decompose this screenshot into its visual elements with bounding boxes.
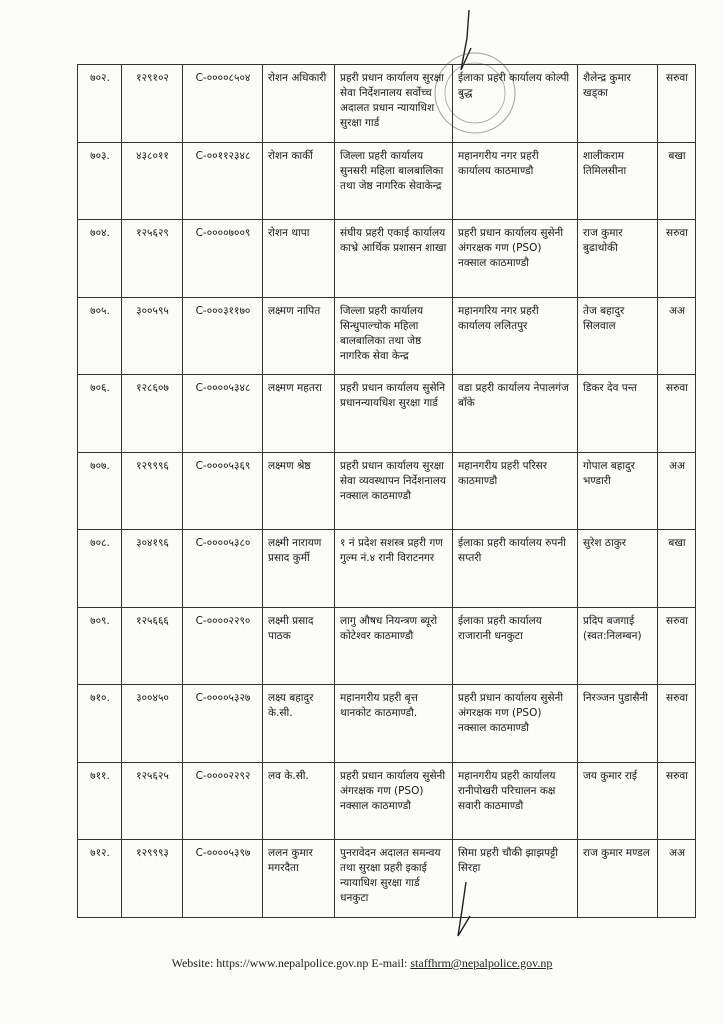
current-office-cell: महानगरीय प्रहरी बृत्त थानकोट काठमाण्डौ.: [335, 685, 453, 763]
table-row: [78, 530, 696, 608]
new-office-cell: महानगरिय नगर प्रहरी कार्यालय ललितपुर: [453, 297, 578, 375]
name-cell: रोशन अधिकारी: [263, 65, 335, 143]
employee-id-cell: ३००५९५: [122, 297, 183, 375]
current-office-cell: १ नं प्रदेश सशस्त्र प्रहरी गण गुल्म नं.४ रानी विराटनगर: [335, 530, 453, 608]
code-cell: C-००००५३२७: [183, 685, 263, 763]
current-office-cell: प्रहरी प्रधान कार्यालय सुरक्षा सेवा व्यवस्थापन निर्देशनालय नक्साल काठमाण्डौ: [335, 452, 453, 530]
status-cell: सरुवा: [658, 762, 696, 840]
serial-number-cell: ७१०.: [78, 685, 122, 763]
supervisor-cell: शैलेन्द्र कुमार खड्का: [578, 65, 658, 143]
serial-number-cell: ७०४.: [78, 220, 122, 298]
table-row: [78, 840, 696, 918]
employee-id-cell: १२८६०७: [122, 375, 183, 453]
new-office-cell: महानगरीय नगर प्रहरी कार्यालय काठमाण्डौ: [453, 142, 578, 220]
code-cell: C-००००५३८०: [183, 530, 263, 608]
status-cell: सरुवा: [658, 375, 696, 453]
new-office-cell: प्रहरी प्रधान कार्यालय सुसेनी अंगरक्षक गण (PSO) नक्साल काठमाण्डौ: [453, 220, 578, 298]
current-office-cell: लागु औषध नियन्त्रण ब्यूरो कोटेश्वर काठमाण्डौ: [335, 607, 453, 685]
serial-number-cell: ७०५.: [78, 297, 122, 375]
name-cell: लक्ष्मण नापित: [263, 297, 335, 375]
new-office-cell: ईलाका प्रहरी कार्यालय राजारानी धनकुटा: [453, 607, 578, 685]
code-cell: C-००००५३४८: [183, 375, 263, 453]
name-cell: लक्ष्मण श्रेष्ठ: [263, 452, 335, 530]
name-cell: लक्ष्मी नारायण प्रसाद कुर्मी: [263, 530, 335, 608]
current-office-cell: जिल्ला प्रहरी कार्यालय सिन्धुपाल्चोक महिला बालबालिका तथा जेष्ठ नागरिक सेवा केन्द्र: [335, 297, 453, 375]
code-cell: C-००००२२९०: [183, 607, 263, 685]
table-row: [78, 220, 696, 298]
new-office-cell: महानगरीय प्रहरी कार्यालय रानीपोखरी परिचालन कक्ष सवारी काठमाण्डौ: [453, 762, 578, 840]
name-cell: लक्ष्य बहादुर के.सी.: [263, 685, 335, 763]
new-office-cell: महानगरीय प्रहरी परिसर काठमाण्डौ: [453, 452, 578, 530]
status-cell: अअ: [658, 297, 696, 375]
supervisor-cell: राज कुमार बुढाथोकी: [578, 220, 658, 298]
status-cell: बखा: [658, 530, 696, 608]
employee-id-cell: १२९९९३: [122, 840, 183, 918]
footer: [0, 956, 724, 971]
table-row: [78, 762, 696, 840]
signature-mark-bottom: [452, 880, 476, 940]
table-row: [78, 65, 696, 143]
supervisor-cell: सुरेश ठाकुर: [578, 530, 658, 608]
new-office-cell: प्रहरी प्रधान कार्यालय सुसेनी अंगरक्षक गण (PSO) नक्साल काठमाण्डौ: [453, 685, 578, 763]
supervisor-cell: निरञ्जन पुडासैनी: [578, 685, 658, 763]
supervisor-cell: शालीकराम तिमिलसीना: [578, 142, 658, 220]
footer-website: Website: https://www.nepalpolice.gov.np E-mail:: [171, 956, 411, 970]
current-office-cell: प्रहरी प्रधान कार्यालय सुरक्षा सेवा निर्देशनालय सर्वोच्च अदालत प्रधान न्यायाधिश सुरक्षा गार्ड: [335, 65, 453, 143]
name-cell: ललन कुमार मगरदैता: [263, 840, 335, 918]
serial-number-cell: ७०६.: [78, 375, 122, 453]
table-row: [78, 297, 696, 375]
serial-number-cell: ७०८.: [78, 530, 122, 608]
employee-id-cell: ४३८०११: [122, 142, 183, 220]
employee-id-cell: १२९९९६: [122, 452, 183, 530]
supervisor-cell: राज कुमार मण्डल: [578, 840, 658, 918]
code-cell: C-००००८५०४: [183, 65, 263, 143]
name-cell: लव के.सी.: [263, 762, 335, 840]
current-office-cell: पुनरावेदन अदालत समन्वय तथा सुरक्षा प्रहरी इकाई न्यायाधिश सुरक्षा गार्ड धनकुटा: [335, 840, 453, 918]
employee-id-cell: १२९१०२: [122, 65, 183, 143]
serial-number-cell: ७०२.: [78, 65, 122, 143]
supervisor-cell: गोपाल बहादुर भण्डारी: [578, 452, 658, 530]
employee-id-cell: १२५६६६: [122, 607, 183, 685]
status-cell: अअ: [658, 452, 696, 530]
code-cell: C-००००५३९७: [183, 840, 263, 918]
serial-number-cell: ७०७.: [78, 452, 122, 530]
employee-id-cell: १२५६२९: [122, 220, 183, 298]
code-cell: C-००००७००९: [183, 220, 263, 298]
table-row: [78, 685, 696, 763]
serial-number-cell: ७१२.: [78, 840, 122, 918]
personnel-table: [77, 64, 696, 918]
code-cell: C-०००३११७०: [183, 297, 263, 375]
supervisor-cell: डिकर देव पन्त: [578, 375, 658, 453]
name-cell: रोशन कार्की: [263, 142, 335, 220]
name-cell: रोशन थापा: [263, 220, 335, 298]
code-cell: C-००००५३६९: [183, 452, 263, 530]
new-office-cell: वडा प्रहरी कार्यालय नेपालगंज बाँके: [453, 375, 578, 453]
supervisor-cell: जय कुमार राई: [578, 762, 658, 840]
status-cell: अअ: [658, 840, 696, 918]
serial-number-cell: ७११.: [78, 762, 122, 840]
serial-number-cell: ७०३.: [78, 142, 122, 220]
status-cell: सरुवा: [658, 220, 696, 298]
employee-id-cell: ३०४१९६: [122, 530, 183, 608]
employee-id-cell: १२५६२५: [122, 762, 183, 840]
table-row: [78, 142, 696, 220]
current-office-cell: प्रहरी प्रधान कार्यालय सुसेनि प्रधानन्यायधिश सुरक्षा गार्ड: [335, 375, 453, 453]
status-cell: सरुवा: [658, 65, 696, 143]
table-row: [78, 607, 696, 685]
supervisor-cell: तेज बहादुर सिलवाल: [578, 297, 658, 375]
current-office-cell: जिल्ला प्रहरी कार्यालय सुनसरी महिला बालबालिका तथा जेष्ठ नागरिक सेवाकेन्द्र: [335, 142, 453, 220]
new-office-cell: ईलाका प्रहरी कार्यालय कोल्पी बुद्ध: [453, 65, 578, 143]
current-office-cell: प्रहरी प्रधान कार्यालय सुसेनी अंगरक्षक गण (PSO) नक्साल काठमाण्डौ: [335, 762, 453, 840]
code-cell: C-००११२३४८: [183, 142, 263, 220]
footer-email-link[interactable]: staffhrm@nepalpolice.gov.np: [410, 956, 553, 970]
name-cell: लक्ष्मी प्रसाद पाठक: [263, 607, 335, 685]
status-cell: बखा: [658, 142, 696, 220]
status-cell: सरुवा: [658, 685, 696, 763]
name-cell: लक्ष्मण महतरा: [263, 375, 335, 453]
new-office-cell: सिमा प्रहरी चौकी झाझपट्टी सिरहा: [453, 840, 578, 918]
table-row: [78, 375, 696, 453]
employee-id-cell: ३००४५०: [122, 685, 183, 763]
status-cell: सरुवा: [658, 607, 696, 685]
current-office-cell: संघीय प्रहरी एकाई कार्यालय काभ्रे आर्थिक प्रशासन शाखा: [335, 220, 453, 298]
code-cell: C-००००२२९२: [183, 762, 263, 840]
serial-number-cell: ७०९.: [78, 607, 122, 685]
supervisor-cell: प्रदिप बजगाई (स्वत:निलम्बन): [578, 607, 658, 685]
table-row: [78, 452, 696, 530]
new-office-cell: ईलाका प्रहरी कार्यालय रुपनी सप्तरी: [453, 530, 578, 608]
